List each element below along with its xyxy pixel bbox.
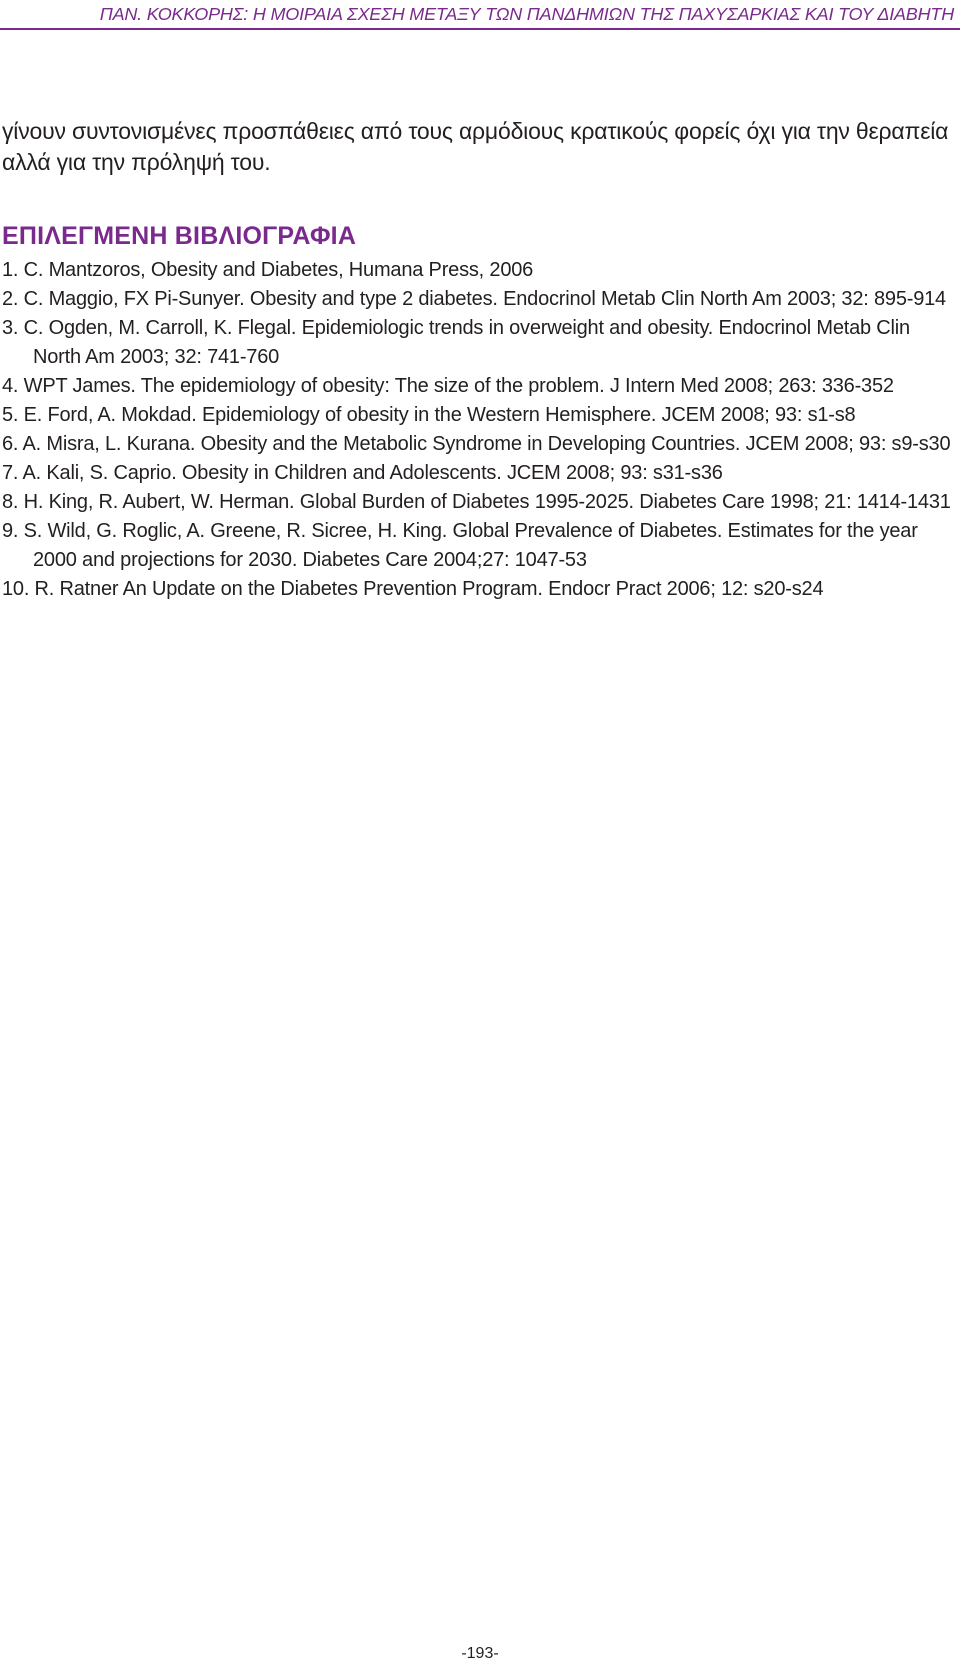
reference-item: 6. A. Misra, L. Kurana. Obesity and the Metabolic Syndrome in Developing Countries. JCEM 2008; 93: s9-s30 [2,433,951,455]
reference-item: 1. C. Mantzoros, Obesity and Diabetes, Humana Press, 2006 [2,259,534,281]
reference-list [0,256,955,604]
page-number: -193- [461,1645,499,1662]
reference-item: 10. R. Ratner An Update on the Diabetes Prevention Program. Endocr Pract 2006; 12: s20-s24 [2,578,824,600]
intro-paragraph: γίνουν συντονισμένες προσπάθειες από τους αρμόδιους κρατικούς φορείς όχι για την θεραπεία αλλά για την πρόληψή του. [2,118,949,175]
running-title: ΠΑΝ. ΚΟΚΚΟΡΗΣ: Η ΜΟΙΡΑΙΑ ΣΧΕΣΗ ΜΕΤΑΞΥ ΤΩΝ ΠΑΝΔΗΜΙΩΝ ΤΗΣ ΠΑΧΥΣΑΡΚΙΑΣ ΚΑΙ ΤΟΥ ΔΙΑΒΗΤΗ [99,4,954,24]
reference-item: 8. H. King, R. Aubert, W. Herman. Global Burden of Diabetes 1995-2025. Diabetes Care 1998; 21: 1414-1431 [2,491,951,513]
running-header [0,2,960,30]
reference-item: 9. S. Wild, G. Roglic, A. Greene, R. Sicree, H. King. Global Prevalence of Diabetes. Estimates for the year 2000 and projections for 2030. Diabetes Care 2004;27: 1047-53 [2,520,918,571]
reference-item: 5. E. Ford, A. Mokdad. Epidemiology of obesity in the Western Hemisphere. JCEM 2008; 93: s1-s8 [2,404,856,426]
reference-item: 4. WPT James. The epidemiology of obesity: The size of the problem. J Intern Med 2008; 263: 336-352 [2,375,894,397]
reference-item: 7. A. Kali, S. Caprio. Obesity in Children and Adolescents. JCEM 2008; 93: s31-s36 [2,462,723,484]
reference-item: 3. C. Ogden, M. Carroll, K. Flegal. Epidemiologic trends in overweight and obesity. Endocrinol Metab Clin North Am 2003; 32: 741-760 [2,317,910,368]
bibliography-heading: ΕΠΙΛΕΓΜΕΝΗ ΒΙΒΛΙΟΓΡΑΦΙΑ [2,222,357,250]
reference-item: 2. C. Maggio, FX Pi-Sunyer. Obesity and type 2 diabetes. Endocrinol Metab Clin North Am 2003; 32: 895-914 [2,288,946,310]
